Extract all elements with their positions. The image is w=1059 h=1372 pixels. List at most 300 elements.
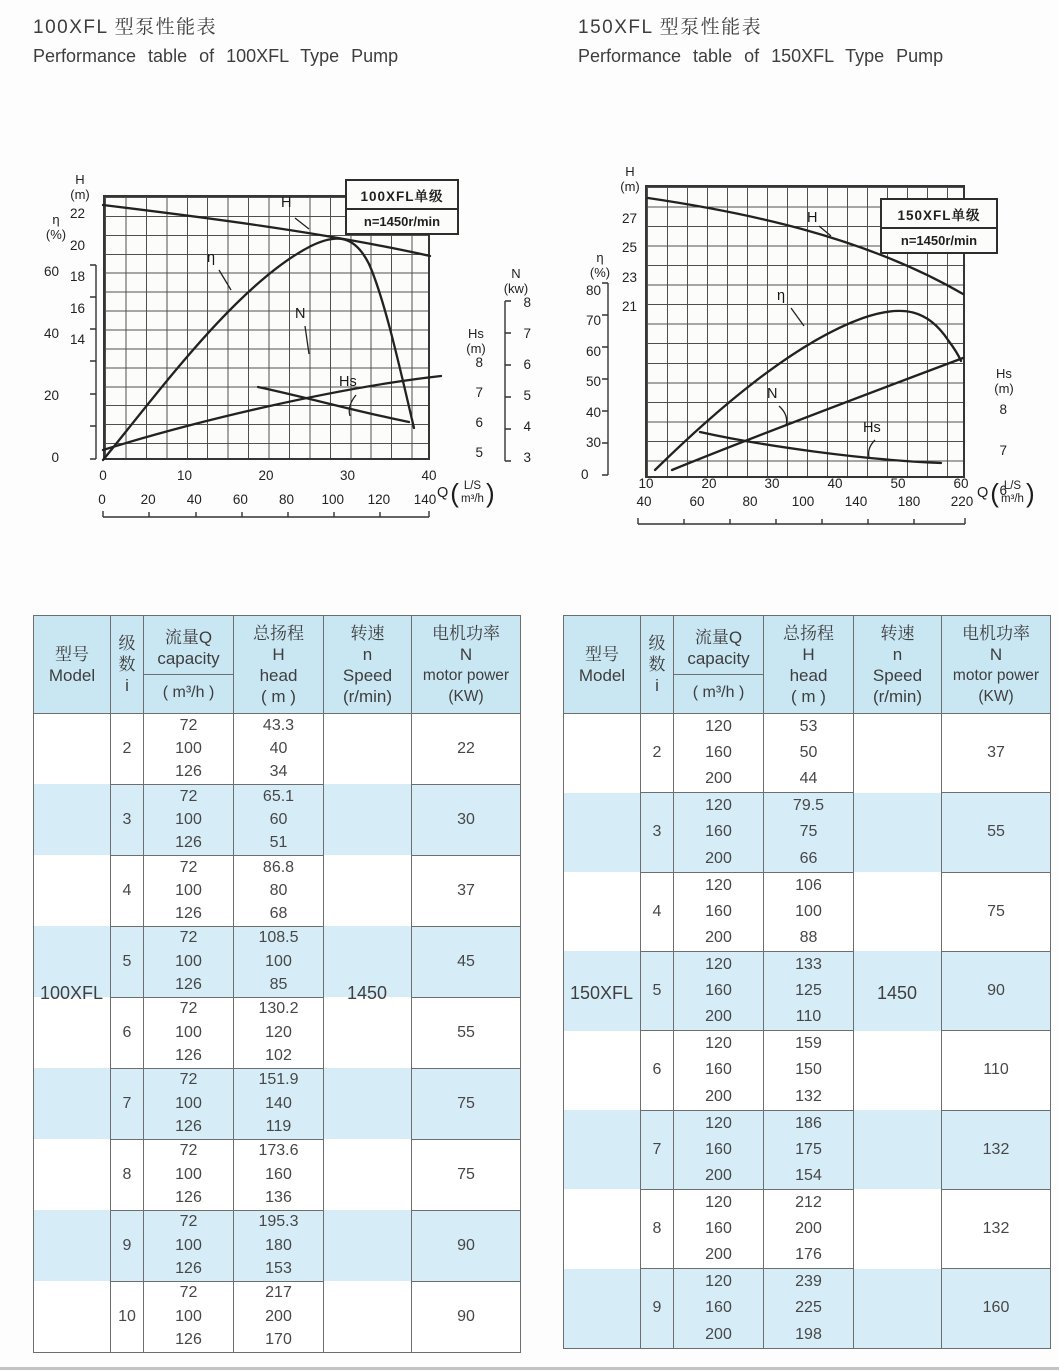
tick-label: 40 [636,494,652,509]
table-row [34,926,521,950]
table-row [564,714,1051,740]
model-column-cell [564,1163,641,1189]
eta-ticks [577,282,601,452]
capacity-value: 72 [144,1210,234,1234]
model-column-cell [34,808,111,832]
model-column-cell [34,1045,111,1069]
chart-100xfl [33,168,533,538]
capacity-value: 160 [674,1216,764,1242]
speed-column-cell [854,1269,942,1295]
model-column-cell [34,1068,111,1092]
speed-column-cell [854,899,942,925]
tick-label: 0 [99,468,107,483]
h-axis-label [65,172,95,202]
axis-unit: (m) [70,187,90,202]
axis-name: η [52,212,60,227]
head-value: 176 [764,1242,854,1268]
header-capacity-unit: ( m³/h ) [162,683,215,701]
model-column-cell [564,819,641,845]
table-row [34,1139,521,1163]
speed-column-cell [324,1139,412,1163]
q-unit-stack [1001,480,1024,506]
stage-cell: 2 [111,714,144,785]
capacity-value: 100 [144,808,234,832]
model-column-cell [564,1031,641,1057]
header-model-en: Model [578,665,626,685]
speed-column-cell [854,1216,942,1242]
axis-unit: (kw) [503,281,529,296]
power-value: 75 [942,872,1051,951]
head-value: 175 [764,1137,854,1163]
speed-column-cell [854,1322,942,1348]
tick-label: 14 [69,332,85,347]
tick-label: 60 [953,476,969,491]
model-column-cell [34,1210,111,1234]
tick-label: 60 [585,343,601,359]
model-column-cell [34,974,111,998]
capacity-value: 100 [144,879,234,903]
hs-ticks [463,354,483,462]
eta-axis-bracket [602,283,608,475]
stage-cell: 10 [111,1281,144,1352]
head-value: 132 [764,1084,854,1110]
q-unit-top: L/S [1003,480,1022,492]
header-power-sym: N [459,644,473,664]
power-value: 132 [942,1110,1051,1189]
curve-label-h: H [807,210,818,226]
tick-label: 120 [367,492,391,507]
paren-open: ( [450,478,459,508]
table-100xfl [33,615,520,1353]
capacity-value: 126 [144,903,234,927]
header-speed-en: Speed [872,665,923,685]
m3h-ruler [638,518,965,524]
power-value: 37 [412,855,521,926]
model-column-cell [564,1057,641,1083]
head-value: 173.6 [234,1139,324,1163]
capacity-value: 200 [674,925,764,951]
tick-label: 50 [890,476,906,491]
speed-column-cell [324,1187,412,1211]
capacity-value: 120 [674,1269,764,1295]
stage-cell: 8 [641,1189,674,1268]
tick-label: 20 [140,492,156,507]
stage-cell: 4 [111,855,144,926]
stage-cell: 5 [111,926,144,997]
capacity-value: 72 [144,1281,234,1305]
model-column-cell [564,925,641,951]
capacity-value: 160 [674,1137,764,1163]
tick-label: 27 [621,211,637,226]
header-speed-unit: (r/min) [342,686,393,706]
speed-column-cell [324,1116,412,1140]
model-column-cell [564,1084,641,1110]
header-model-zh: 型号 [585,644,619,664]
table-row [564,793,1051,819]
table-row [34,855,521,879]
head-value: 180 [234,1234,324,1258]
tick-label: 40 [421,468,437,483]
speed-column-cell [854,1189,942,1215]
speed-column-cell [324,761,412,785]
speed-column-cell [854,872,942,898]
tick-label: 20 [258,468,274,483]
curve-label-h: H [281,195,292,211]
speed-column-cell [324,737,412,761]
capacity-value: 120 [674,951,764,977]
speed-column-cell [324,926,412,950]
model-column-cell [564,714,641,740]
model-column-cell [34,832,111,856]
header-stage-en: i [125,676,129,695]
right-title-en: Performance table of 150XFL Type Pump [578,46,944,66]
tick-label: 20 [701,476,717,491]
speed-column-cell [324,903,412,927]
tick-label: 16 [69,300,85,316]
speed-column-cell [854,1137,942,1163]
axis-name: Hs [468,326,484,341]
capacity-value: 160 [674,740,764,766]
speed-column-cell [854,793,942,819]
capacity-value: 72 [144,1139,234,1163]
model-column-cell [564,1322,641,1348]
model-column-cell [564,1004,641,1030]
speed-column-cell [324,1045,412,1069]
head-value: 136 [234,1187,324,1211]
power-value: 160 [942,1269,1051,1348]
model-column-cell [564,899,641,925]
q-ls-ticks [89,468,443,483]
capacity-value: 72 [144,855,234,879]
q-m3h-ticks [87,492,440,507]
header-stage-zh1: 级 [648,634,666,653]
capacity-value: 120 [674,793,764,819]
header-head [234,616,324,714]
table-row [564,1189,1051,1215]
eta-ticks [35,263,59,467]
model-column-cell [564,872,641,898]
eta-axis-bracket [90,265,96,459]
table-row [34,784,521,808]
header-stage-zh1: 级 [118,634,136,653]
capacity-value: 120 [674,872,764,898]
table-row [34,1281,521,1305]
right-title-zh: 150XFL 型泵性能表 [578,17,763,38]
model-column-cell [34,1163,111,1187]
head-value: 200 [764,1216,854,1242]
head-value: 34 [234,761,324,785]
head-value: 200 [234,1305,324,1329]
speed-column-cell [324,1068,412,1092]
power-value: 75 [412,1139,521,1210]
tick-label: 18 [69,269,85,284]
page-bottom-rule [0,1367,1059,1370]
tick-label: 100 [791,494,815,509]
model-column-cell [34,1139,111,1163]
stage-cell: 4 [641,872,674,951]
stage-cell: 6 [641,1031,674,1110]
tick-label: 30 [339,468,356,483]
model-column-cell [34,926,111,950]
speed-column-cell [854,1110,942,1136]
head-value: 140 [234,1092,324,1116]
axis-unit: (%) [589,265,611,280]
model-column-cell [34,784,111,808]
stage-cell: 6 [111,997,144,1068]
header-power [942,616,1051,714]
model-column-cell [564,793,641,819]
capacity-value: 126 [144,1187,234,1211]
head-value: 100 [764,899,854,925]
header-stage [111,616,144,714]
curve-label-n: N [767,386,778,402]
table-row [564,1110,1051,1136]
n-axis-label [499,266,533,296]
head-value: 86.8 [234,855,324,879]
model-column-cell [564,1216,641,1242]
paren-close: ) [1025,478,1035,508]
header-stage-zh2: 数 [648,655,666,674]
model-column-cell [34,1187,111,1211]
hs-axis-label [459,326,493,356]
speed-column-cell [324,974,412,998]
tick-label: 10 [638,476,654,491]
power-value: 45 [412,926,521,997]
speed-column-cell [324,1258,412,1282]
speed-column-cell [324,1092,412,1116]
speed-column-cell [854,978,942,1004]
model-column-cell [564,740,641,766]
capacity-value: 126 [144,761,234,785]
head-value: 125 [764,978,854,1004]
paren-open: ( [990,478,999,508]
model-value: 100XFL [39,983,104,1003]
tick-label: 5 [475,445,483,460]
curve-label-hs: Hs [339,374,357,390]
head-value: 212 [764,1189,854,1215]
power-value: 22 [412,714,521,785]
h-axis-label [615,164,645,194]
head-value: 110 [764,1004,854,1030]
model-column-cell [34,1305,111,1329]
table-row [564,1031,1051,1057]
capacity-value: 120 [674,714,764,740]
model-column-cell [564,1269,641,1295]
paren-close: ) [485,478,495,508]
head-value: 150 [764,1057,854,1083]
header-capacity-zh: 流量Q [164,627,213,647]
model-column-cell [34,1258,111,1282]
power-value: 90 [942,951,1051,1030]
speed-column-cell [854,1004,942,1030]
table-row [564,951,1051,977]
header-head-unit: ( m ) [791,686,826,706]
tick-label: 21 [621,298,637,314]
stage-cell: 2 [641,714,674,793]
chart-legend [345,179,459,235]
speed-column-cell [324,784,412,808]
capacity-value: 200 [674,1004,764,1030]
axis-unit: (m) [994,381,1014,396]
table-row [34,1210,521,1234]
head-value: 198 [764,1322,854,1348]
capacity-value: 200 [674,766,764,792]
left-title-zh: 100XFL 型泵性能表 [33,17,218,38]
table-row [34,997,521,1021]
tick-label: 6 [523,357,531,372]
header-stage-en: i [655,676,659,695]
header-head-en: head [789,665,828,685]
tick-label: 40 [827,476,843,491]
speed-column-cell [324,879,412,903]
model-column-cell [564,766,641,792]
head-value: 65.1 [234,784,324,808]
speed-column-cell [854,846,942,872]
header-capacity-en: capacity [157,648,220,668]
tick-label: 100 [321,492,344,507]
head-value: 170 [234,1329,324,1353]
capacity-value: 72 [144,714,234,738]
table-header-row [34,616,521,714]
q-ls-ticks [632,476,975,491]
speed-column-cell [324,1234,412,1258]
capacity-value: 160 [674,978,764,1004]
eta-origin-tick: 0 [581,467,589,482]
header-speed [324,616,412,714]
power-value: 75 [412,1068,521,1139]
model-column-cell [34,1092,111,1116]
speed-column-cell [324,1210,412,1234]
tick-label: 0 [51,450,59,465]
stage-cell: 7 [111,1068,144,1139]
tick-label: 20 [43,388,59,403]
header-capacity [144,616,234,714]
capacity-value: 126 [144,974,234,998]
model-column-cell [34,1234,111,1258]
speed-column-cell [324,997,412,1021]
head-value: 119 [234,1116,324,1140]
legend-speed: n=1450r/min [900,233,978,248]
head-value: 160 [234,1163,324,1187]
head-value: 186 [764,1110,854,1136]
header-speed-unit: (r/min) [872,686,923,706]
tick-label: 180 [897,494,921,509]
capacity-value: 72 [144,997,234,1021]
h-ticks [61,205,85,349]
head-value: 159 [764,1031,854,1057]
head-value: 85 [234,974,324,998]
tick-label: 50 [585,374,601,390]
tick-label: 3 [523,450,531,465]
header-head-sym: H [272,644,285,664]
capacity-value: 160 [674,1295,764,1321]
speed-column-cell [324,950,412,974]
header-power-unit: (KW) [978,687,1014,705]
capacity-value: 72 [144,1068,234,1092]
tick-label: 7 [999,442,1007,458]
tick-label: 60 [232,492,248,507]
q-axis-unit [977,480,1035,506]
head-value: 225 [764,1295,854,1321]
header-head-unit: ( m ) [261,686,296,706]
power-value: 132 [942,1189,1051,1268]
model-column-cell [564,1189,641,1215]
model-column-cell [564,951,641,977]
model-column-cell [34,714,111,738]
table-150xfl [563,615,1050,1349]
speed-column-cell [324,808,412,832]
header-speed-sym: n [362,644,373,664]
head-value: 79.5 [764,793,854,819]
head-value: 40 [234,737,324,761]
head-value: 217 [234,1281,324,1305]
tick-label: 20 [69,237,85,253]
power-value: 90 [412,1281,521,1352]
speed-value: 1450 [346,983,388,1003]
capacity-value: 126 [144,1045,234,1069]
capacity-value: 126 [144,1116,234,1140]
head-value: 153 [234,1258,324,1282]
capacity-value: 200 [674,1163,764,1189]
tick-label: 140 [844,494,868,509]
stage-cell: 7 [641,1110,674,1189]
head-value: 80 [234,879,324,903]
n-ticks [513,294,531,467]
tick-label: 40 [43,326,59,341]
tick-label: 80 [742,494,758,509]
q-symbol: Q [977,485,989,501]
axis-unit: (m) [466,341,486,356]
capacity-value: 100 [144,1021,234,1045]
header-capacity-unit: ( m³/h ) [692,683,745,701]
tick-label: 40 [186,492,202,507]
tick-label: 5 [523,388,531,403]
speed-column-cell [324,855,412,879]
table-row [564,1269,1051,1295]
capacity-value: 126 [144,832,234,856]
model-column-cell [34,950,111,974]
capacity-value: 120 [674,1031,764,1057]
axis-name: H [625,164,635,179]
table-header-row [564,616,1051,714]
capacity-value: 100 [144,1305,234,1329]
model-column-cell [34,997,111,1021]
header-speed-en: Speed [342,665,393,685]
header-speed-zh: 转速 [350,623,385,643]
tick-label: 22 [69,206,85,221]
head-value: 102 [234,1045,324,1069]
capacity-value: 100 [144,1234,234,1258]
stage-cell: 3 [111,784,144,855]
hs-axis-label [987,366,1021,396]
q-unit-bottom: m³/h [1000,493,1024,505]
speed-column-cell [854,714,942,740]
tick-label: 6 [999,483,1007,498]
header-model-en: Model [48,665,96,685]
capacity-value: 200 [674,1242,764,1268]
header-power [412,616,521,714]
capacity-value: 120 [674,1189,764,1215]
capacity-value: 100 [144,737,234,761]
header-speed-zh: 转速 [880,623,915,643]
speed-column-cell [324,1281,412,1305]
capacity-value: 160 [674,819,764,845]
header-capacity-en: capacity [687,648,750,668]
header-head [764,616,854,714]
capacity-value: 126 [144,1329,234,1353]
model-column-cell [34,1116,111,1140]
head-value: 66 [764,846,854,872]
